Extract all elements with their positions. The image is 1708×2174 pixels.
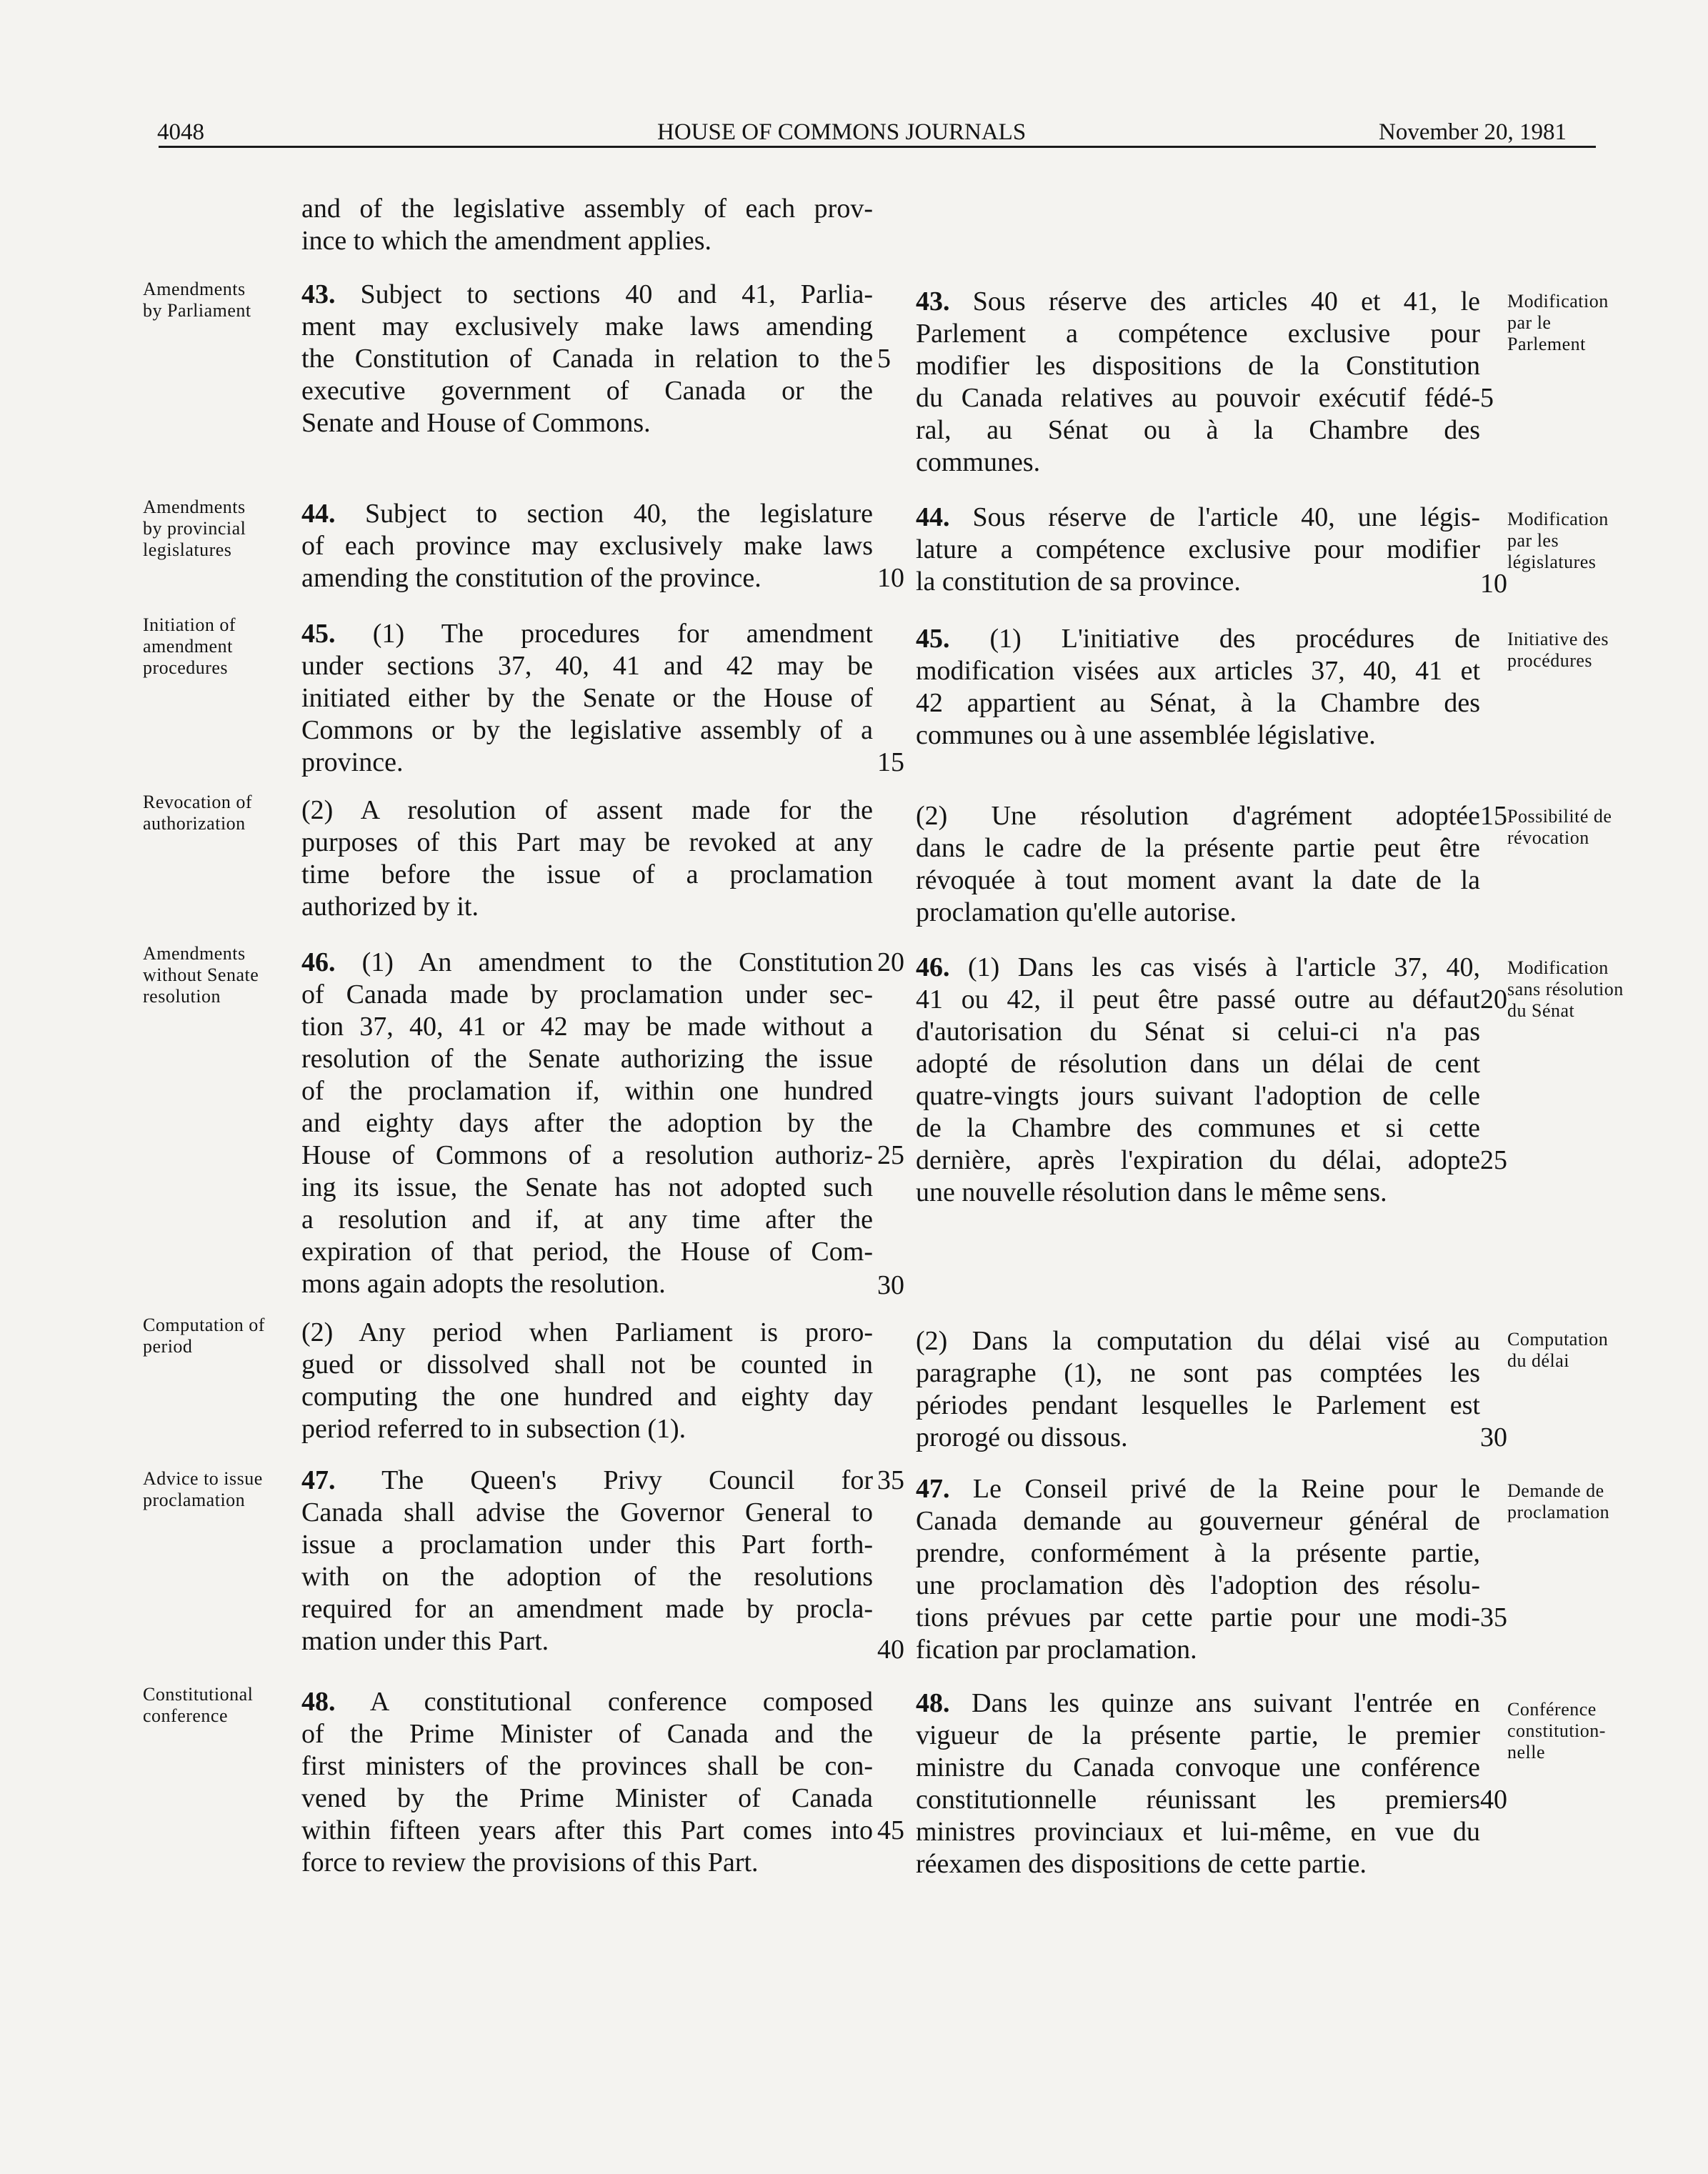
- page-number: 4048: [157, 119, 204, 145]
- side-note-fr: Modification par les législatures: [1507, 509, 1609, 572]
- line-number-fr: 20: [1480, 984, 1507, 1014]
- side-note-en: Constitutional conference: [143, 1684, 254, 1726]
- section-48-en: 48. A constitutional conference composed of the Prime Minister of Canada and the first ministers of the provinces shall be con- vened by the Prime Minister of Canada within fifteen years after this Part comes into force to review the provisions of this Part.: [301, 1687, 873, 1878]
- line-number-en: 20: [877, 947, 904, 977]
- line-number-fr: 15: [1480, 801, 1507, 831]
- section-43-en: 43. Subject to sections 40 and 41, Parlia- ment may exclusively make laws amending the Constitution of Canada in relation to the executive government of Canada or the Senate and House of Commons.: [301, 279, 873, 438]
- line-number-fr: 40: [1480, 1785, 1507, 1815]
- side-note-en: Amendments by provincial legislatures: [143, 497, 246, 560]
- line-number-en: 15: [877, 747, 904, 777]
- section-46-2-en: (2) Any period when Parliament is proro- gued or dissolved shall not be counted in computing the one hundred and eighty day period referred to in subsection (1).: [301, 1317, 873, 1444]
- line-number-en: 25: [877, 1140, 904, 1170]
- side-note-en: Amendments by Parliament: [143, 279, 251, 321]
- side-note-fr: Modification sans résolution du Sénat: [1507, 957, 1624, 1021]
- page-date: November 20, 1981: [1379, 119, 1567, 145]
- side-note-fr: Modification par le Parlement: [1507, 291, 1609, 354]
- side-note-en: Advice to issue proclamation: [143, 1468, 263, 1510]
- side-note-en: Computation of period: [143, 1315, 265, 1357]
- line-number-fr: 35: [1480, 1602, 1507, 1632]
- side-note-fr: Initiative des procédures: [1507, 629, 1609, 671]
- line-number-en: 30: [877, 1270, 904, 1300]
- side-note-en: Initiation of amendment procedures: [143, 614, 236, 678]
- side-note-en: Amendments without Senate resolution: [143, 943, 259, 1007]
- section-44-en: 44. Subject to section 40, the legislature of each province may exclusively make laws amending the constitution of the province.: [301, 499, 873, 593]
- line-number-en: 35: [877, 1465, 904, 1495]
- line-number-fr: 30: [1480, 1422, 1507, 1452]
- line-number-fr: 10: [1480, 569, 1507, 599]
- line-number-fr: 5: [1480, 383, 1494, 413]
- continuation-text: and of the legislative assembly of each prov- ince to which the amendment applies.: [301, 194, 873, 256]
- section-46-2-fr: (2) Dans la computation du délai visé au paragraphe (1), ne sont pas comptées les périodes pendant lesquelles le Parlement est prorogé ou dissous.: [916, 1326, 1480, 1452]
- line-number-fr: 25: [1480, 1145, 1507, 1175]
- side-note-fr: Demande de proclamation: [1507, 1480, 1610, 1522]
- line-number-en: 45: [877, 1815, 904, 1845]
- section-48-fr: 48. Dans les quinze ans suivant l'entrée en vigueur de la présente partie, le premier ministre du Canada convoque une conférence constitutionnelle réunissant les premiers ministres provinciaux et lui-même, en vue du réexamen des dispositions de cette partie.: [916, 1688, 1480, 1879]
- section-45-1-en: 45. (1) The procedures for amendment under sections 37, 40, 41 and 42 may be initiated either by the Senate or the House of Commons or by the legislative assembly of a province.: [301, 619, 873, 777]
- section-43-fr: 43. Sous réserve des articles 40 et 41, le Parlement a compétence exclusive pour modifier les dispositions de la Constitution du Canada relatives au pouvoir exécutif fédé- ral, au Sénat ou à la Chambre des communes.: [916, 286, 1480, 477]
- line-number-en: 40: [877, 1635, 904, 1665]
- section-45-1-fr: 45. (1) L'initiative des procédures de modification visées aux articles 37, 40, 41 et 42 appartient au Sénat, à la Chambre des communes ou à une assemblée législative.: [916, 624, 1480, 750]
- line-number-en: 10: [877, 563, 904, 593]
- side-note-fr: Computation du délai: [1507, 1329, 1609, 1371]
- section-46-1-fr: 46. (1) Dans les cas visés à l'article 37, 40, 41 ou 42, il peut être passé outre au défaut d'autorisation du Sénat si celui-ci n'a pas adopté de résolution dans un délai de cent quatre-vingts jours suivant l'adoption de celle de la Chambre des communes et si cette dernière, après l'expiration du délai, adopte une nouvelle résolution dans le même sens.: [916, 952, 1480, 1207]
- section-44-fr: 44. Sous réserve de l'article 40, une légis- lature a compétence exclusive pour modifier la constitution de sa province.: [916, 502, 1480, 597]
- side-note-fr: Possibilité de révocation: [1507, 806, 1612, 848]
- section-45-2-en: (2) A resolution of assent made for the purposes of this Part may be revoked at any time before the issue of a proclamation authorized by it.: [301, 795, 873, 922]
- line-number-en: 5: [877, 344, 891, 374]
- section-46-1-en: 46. (1) An amendment to the Constitution of Canada made by proclamation under sec- tion 37, 40, 41 or 42 may be made without a resolution of the Senate authorizing the issue of the proclamation if, within one hundred and eighty days after the adoption by the House of Commons of a resolution authoriz- ing its issue, the Senate has not adopted such a resolution and if, at any time after the expiration of that period, the House of Com- mons again adopts the resolution.: [301, 947, 873, 1299]
- section-45-2-fr: (2) Une résolution d'agrément adoptée dans le cadre de la présente partie peut être révoquée à tout moment avant la date de la proclamation qu'elle autorise.: [916, 801, 1480, 927]
- section-47-en: 47. The Queen's Privy Council for Canada shall advise the Governor General to issue a proclamation under this Part forth- with on the adoption of the resolutions required for an amendment made by procla- mation under this Part.: [301, 1465, 873, 1656]
- header-rule: [159, 146, 1596, 148]
- section-47-fr: 47. Le Conseil privé de la Reine pour le Canada demande au gouverneur général de prendre, conformément à la présente partie, une proclamation dès l'adoption des résolu- tions prévues par cette partie pour une modi- fication par proclamation.: [916, 1474, 1480, 1665]
- side-note-fr: Conférence constitution- nelle: [1507, 1699, 1606, 1762]
- running-title: HOUSE OF COMMONS JOURNALS: [657, 119, 1027, 145]
- side-note-en: Revocation of authorization: [143, 792, 253, 834]
